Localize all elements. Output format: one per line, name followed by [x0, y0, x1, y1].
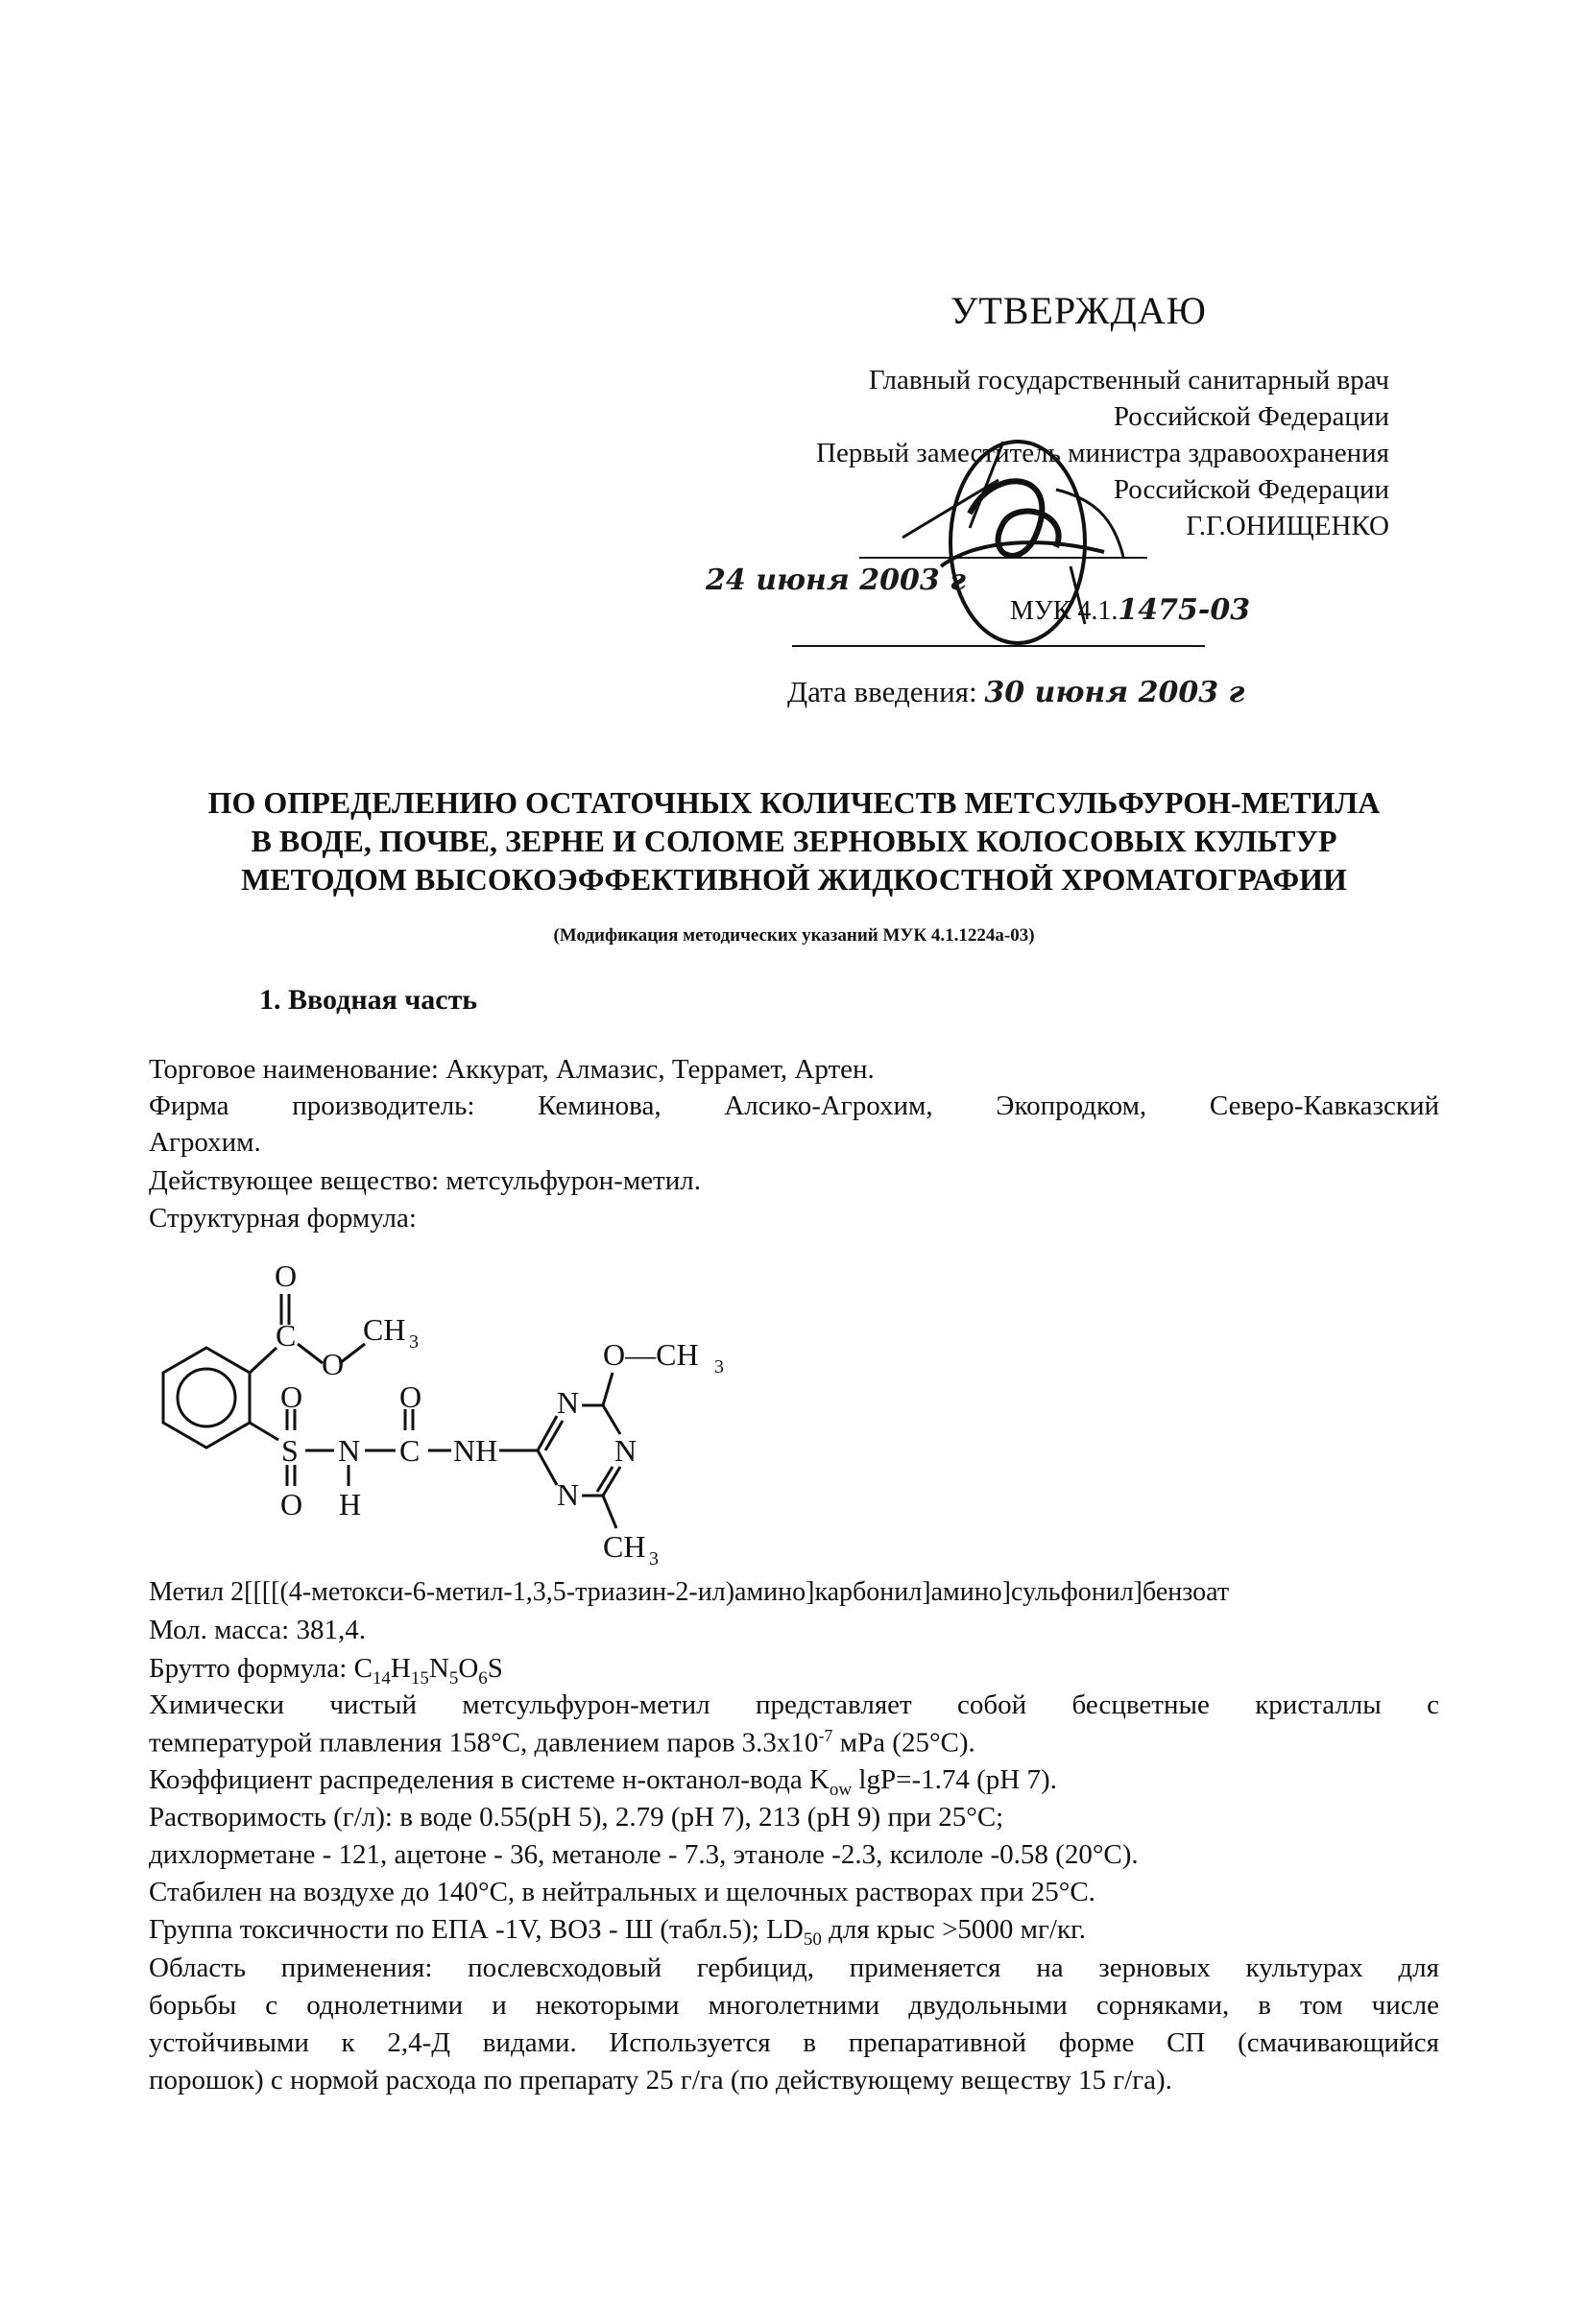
atom-sulfonyl-o-bottom: O: [280, 1487, 303, 1521]
approval-line-3: Первый заместитель министра здравоохранения: [816, 438, 1389, 468]
approval-line-2: Российской Федерации: [1113, 401, 1389, 432]
structural-formula-label: Структурная формула:: [149, 1203, 417, 1234]
introduction-date: [787, 675, 1244, 709]
introduction-date-label: Дата введения:: [787, 675, 977, 708]
muk-number-handwritten: 1475-03: [1118, 593, 1251, 627]
chemical-name: Метил 2[[[[(4-метокси-6-метил-1,3,5-триазин-2-ил)амино]карбонил]амино]сульфонил]бензоат: [149, 1577, 1230, 1607]
formula-s: S: [487, 1653, 503, 1684]
atom-urea-o: O: [399, 1379, 422, 1414]
toxicity-ld-sub: 50: [803, 1929, 822, 1950]
doc-title-line-3: МЕТОДОМ ВЫСОКОЭФФЕКТИВНОЙ ЖИДКОСТНОЙ ХРОМАТОГРАФИИ: [241, 862, 1347, 897]
atom-ring-methyl: CH: [603, 1529, 646, 1564]
gross-formula-label: Брутто формула:: [149, 1653, 354, 1684]
doc-subtitle: (Модификация методических указаний МУК 4.1.1224а-03): [553, 925, 1035, 946]
formula-c: C: [353, 1653, 373, 1684]
formula-n: N: [428, 1653, 449, 1684]
formula-n-count: 5: [448, 1667, 459, 1689]
gross-formula: [149, 1653, 503, 1689]
approval-line-1: Главный государственный санитарный врач: [868, 365, 1389, 395]
application-line-1: Область применения: послевсходовый гербицид, применяется на зерновых культурах для: [149, 1953, 1439, 1983]
signature-line: [859, 557, 1147, 559]
toxicity: [149, 1914, 1086, 1951]
atom-sulfonyl-o-top: O: [280, 1379, 303, 1414]
muk-underline: [792, 645, 1205, 647]
manufacturer-line-1: Фирма производитель: Кеминова, Алсико-Агрохим, Экопродком, Северо-Кавказский: [149, 1090, 1439, 1121]
active-substance: Действующее вещество: метсульфурон-метил.: [149, 1165, 701, 1196]
formula-c-count: 14: [372, 1667, 391, 1689]
vapor-pressure-unit: мРа (25°С).: [832, 1727, 975, 1759]
molecular-mass: Мол. масса: 381,4.: [149, 1615, 366, 1645]
formula-o: O: [458, 1653, 479, 1684]
atom-sulfonyl-s: S: [281, 1433, 299, 1468]
doc-title-line-2: В ВОДЕ, ПОЧВЕ, ЗЕРНЕ И СОЛОМЕ ЗЕРНОВЫХ КОЛОСОВЫХ КУЛЬТУР: [251, 824, 1337, 858]
atom-methoxy-sub: 3: [714, 1356, 724, 1378]
muk-code: [1010, 593, 1250, 627]
pure-substance-line-2: [149, 1726, 975, 1760]
atom-ring-n2: N: [614, 1433, 638, 1468]
partition-coefficient-text: Коэффициент распределения в системе н-октанол-вода K: [149, 1764, 830, 1795]
toxicity-value: для крыс >5000 мг/кг.: [821, 1914, 1086, 1945]
atom-carbonyl-c: C: [276, 1318, 297, 1353]
doc-title-line-1: ПО ОПРЕДЕЛЕНИЮ ОСТАТОЧНЫХ КОЛИЧЕСТВ МЕТСУЛЬФУРОН-МЕТИЛА: [207, 785, 1381, 820]
partition-coefficient-value: lgP=-1.74 (рН 7).: [852, 1764, 1057, 1795]
signed-date-handwritten: 24 июня 2003 г: [706, 563, 967, 597]
atom-methyl: CH: [363, 1312, 406, 1347]
introduction-date-handwritten: 30 июня 2003 г: [984, 676, 1245, 709]
formula-h: H: [390, 1653, 411, 1684]
application-line-4: порошок) с нормой расхода по препарату 25 г/га (по действующему веществу 15 г/га).: [149, 2065, 1172, 2096]
formula-o-count: 6: [478, 1667, 488, 1689]
pure-substance-line-1: Химически чистый метсульфурон-метил представляет собой бесцветные кристаллы с: [149, 1689, 1439, 1720]
atom-ring-n1: N: [557, 1385, 580, 1420]
muk-prefix: МУК 4.1.: [1010, 596, 1119, 626]
manufacturer-line-2: Агрохим.: [149, 1127, 261, 1158]
partition-coefficient-sub: ow: [829, 1779, 853, 1800]
melting-point-text: температурой плавления 158°С, давлением паров 3.3х10: [149, 1727, 819, 1759]
structural-formula: [144, 1248, 816, 1574]
approval-title: УТВЕРЖДАЮ: [950, 289, 1207, 332]
application-line-3: устойчивыми к 2,4-Д видами. Используется в препаративной форме СП (смачивающийся: [149, 2027, 1439, 2058]
solubility-line-1: Растворимость (г/л): в воде 0.55(рН 5), 2.79 (рН 7), 213 (рН 9) при 25°С;: [149, 1802, 1004, 1833]
approval-signatory: Г.Г.ОНИЩЕНКО: [1186, 511, 1389, 541]
application-line-2: борьбы с однолетними и некоторыми многолетними двудольными сорняками, в том числе: [149, 1990, 1439, 2021]
atom-ester-o: O: [322, 1347, 345, 1381]
formula-h-count: 15: [410, 1667, 429, 1689]
atom-carbonyl-o: O: [275, 1258, 298, 1293]
section-heading: 1. Вводная часть: [259, 984, 478, 1016]
stability: Стабилен на воздухе до 140°С, в нейтральных и щелочных растворах при 25°С.: [149, 1877, 1095, 1907]
atom-urea-h: H: [339, 1487, 362, 1521]
trade-name: Торговое наименование: Аккурат, Алмазис, Террамет, Артен.: [149, 1054, 875, 1085]
toxicity-text: Группа токсичности по ЕПА -1V, ВОЗ - Ш (табл.5); LD: [149, 1914, 804, 1945]
atom-urea-c: C: [399, 1433, 421, 1468]
vapor-pressure-exponent: -7: [818, 1726, 833, 1745]
solubility-line-2: дихлорметане - 121, ацетоне - 36, метаноле - 7.3, этаноле -2.3, ксилоле -0.58 (20°С).: [149, 1839, 1139, 1870]
atom-ring-n3: N: [557, 1477, 580, 1512]
atom-methoxy: O—CH: [603, 1337, 699, 1372]
atom-ring-methyl-sub: 3: [649, 1548, 659, 1569]
atom-nh: NH: [453, 1433, 498, 1468]
atom-urea-n: N: [338, 1433, 361, 1468]
approval-line-4: Российской Федерации: [1113, 474, 1389, 505]
partition-coefficient: [149, 1764, 1057, 1801]
atom-methyl-sub: 3: [409, 1331, 419, 1353]
